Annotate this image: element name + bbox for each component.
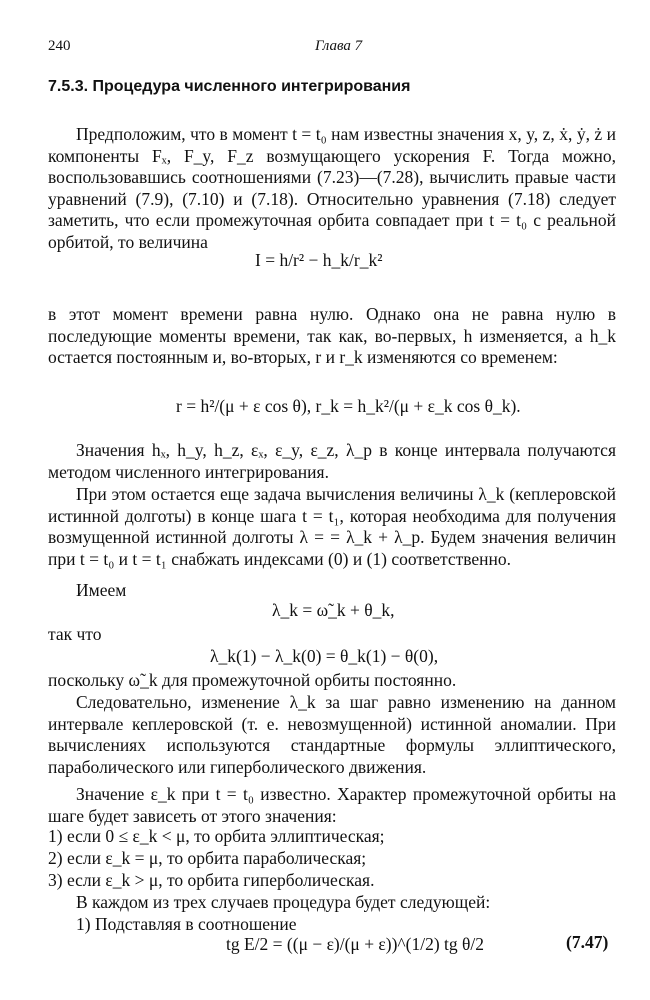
list-item-2: 2) если ε_k = μ, то орбита параболическая; — [48, 848, 367, 868]
paragraph-1: Предположим, что в момент t = t₀ нам известны значения x, y, z, ẋ, ẏ, ż и компоненты Fₓ, F_y, F_z возмущающего ускорения F. Тогда можно, воспользовавшись соотношениями (7.23)—(7.28), вычислить правые части уравнений (7.9), (7.10) и (7.18). Относительно уравнения (7.18) следует заметить, что если промежуточная орбита совпадает при t = t₀ с реальной орбитой, то величина — [48, 124, 616, 252]
paragraph-10: В каждом из трех случаев процедура будет следующей: — [76, 892, 491, 912]
page-number: 240 — [48, 38, 71, 54]
paragraph-6: так что — [48, 624, 102, 644]
paragraph-8: Следовательно, изменение λ_k за шаг равно изменению на данном интервале кеплеровской (т. е. невозмущенной) истинной аномалии. При вычислениях используются стандартные формулы эллиптического, параболического или гиперболического движения. — [48, 692, 616, 777]
paragraph-2: в этот момент времени равна нулю. Однако она не равна нулю в последующие моменты времени, так как, во-первых, h изменяется, а h_k остается постоянным и, во-вторых, r и r_k изменяются со временем: — [48, 304, 616, 368]
equation-diff: λ_k(1) − λ_k(0) = θ_k(1) − θ(0), — [210, 646, 439, 666]
paragraph-11: 1) Подставляя в соотношение — [76, 914, 297, 934]
paragraph-4: При этом остается еще задача вычисления величины λ_k (кеплеровской истинной долготы) в конце шага t = t₁, которая необходима для получения возмущенной истинной долготы λ = = λ_k + λ_p. Будем значения величин при t = t₀ и t = t₁ снабжать индексами (0) и (1) соответственно. — [48, 484, 616, 569]
equation-lambda: λ_k = ω̃_k + θ_k, — [272, 600, 395, 620]
list-item-1: 1) если 0 ≤ ε_k < μ, то орбита эллиптическая; — [48, 826, 385, 846]
paragraph-3: Значения hₓ, h_y, h_z, εₓ, ε_y, ε_z, λ_p в конце интервала получаются методом численного интегрирования. — [48, 440, 616, 482]
equation-r: r = h²/(μ + ε cos θ), r_k = h_k²/(μ + ε_k cos θ_k). — [176, 396, 521, 416]
paragraph-9: Значение ε_k при t = t₀ известно. Характер промежуточной орбиты на шаге будет зависеть от этого значения: — [48, 784, 616, 826]
list-item-3: 3) если ε_k > μ, то орбита гиперболическая. — [48, 870, 375, 890]
section-title: 7.5.3. Процедура численного интегрирования — [48, 78, 411, 95]
paragraph-5: Имеем — [76, 580, 127, 600]
paragraph-7: поскольку ω̃_k для промежуточной орбиты постоянно. — [48, 670, 457, 690]
running-header: Глава 7 — [315, 38, 363, 54]
equation-7-47: tg E/2 = ((μ − ε)/(μ + ε))^(1/2) tg θ/2 — [226, 934, 485, 954]
equation-I: I = h/r² − h_k/r_k² — [255, 250, 383, 270]
equation-number: (7.47) — [566, 932, 609, 952]
